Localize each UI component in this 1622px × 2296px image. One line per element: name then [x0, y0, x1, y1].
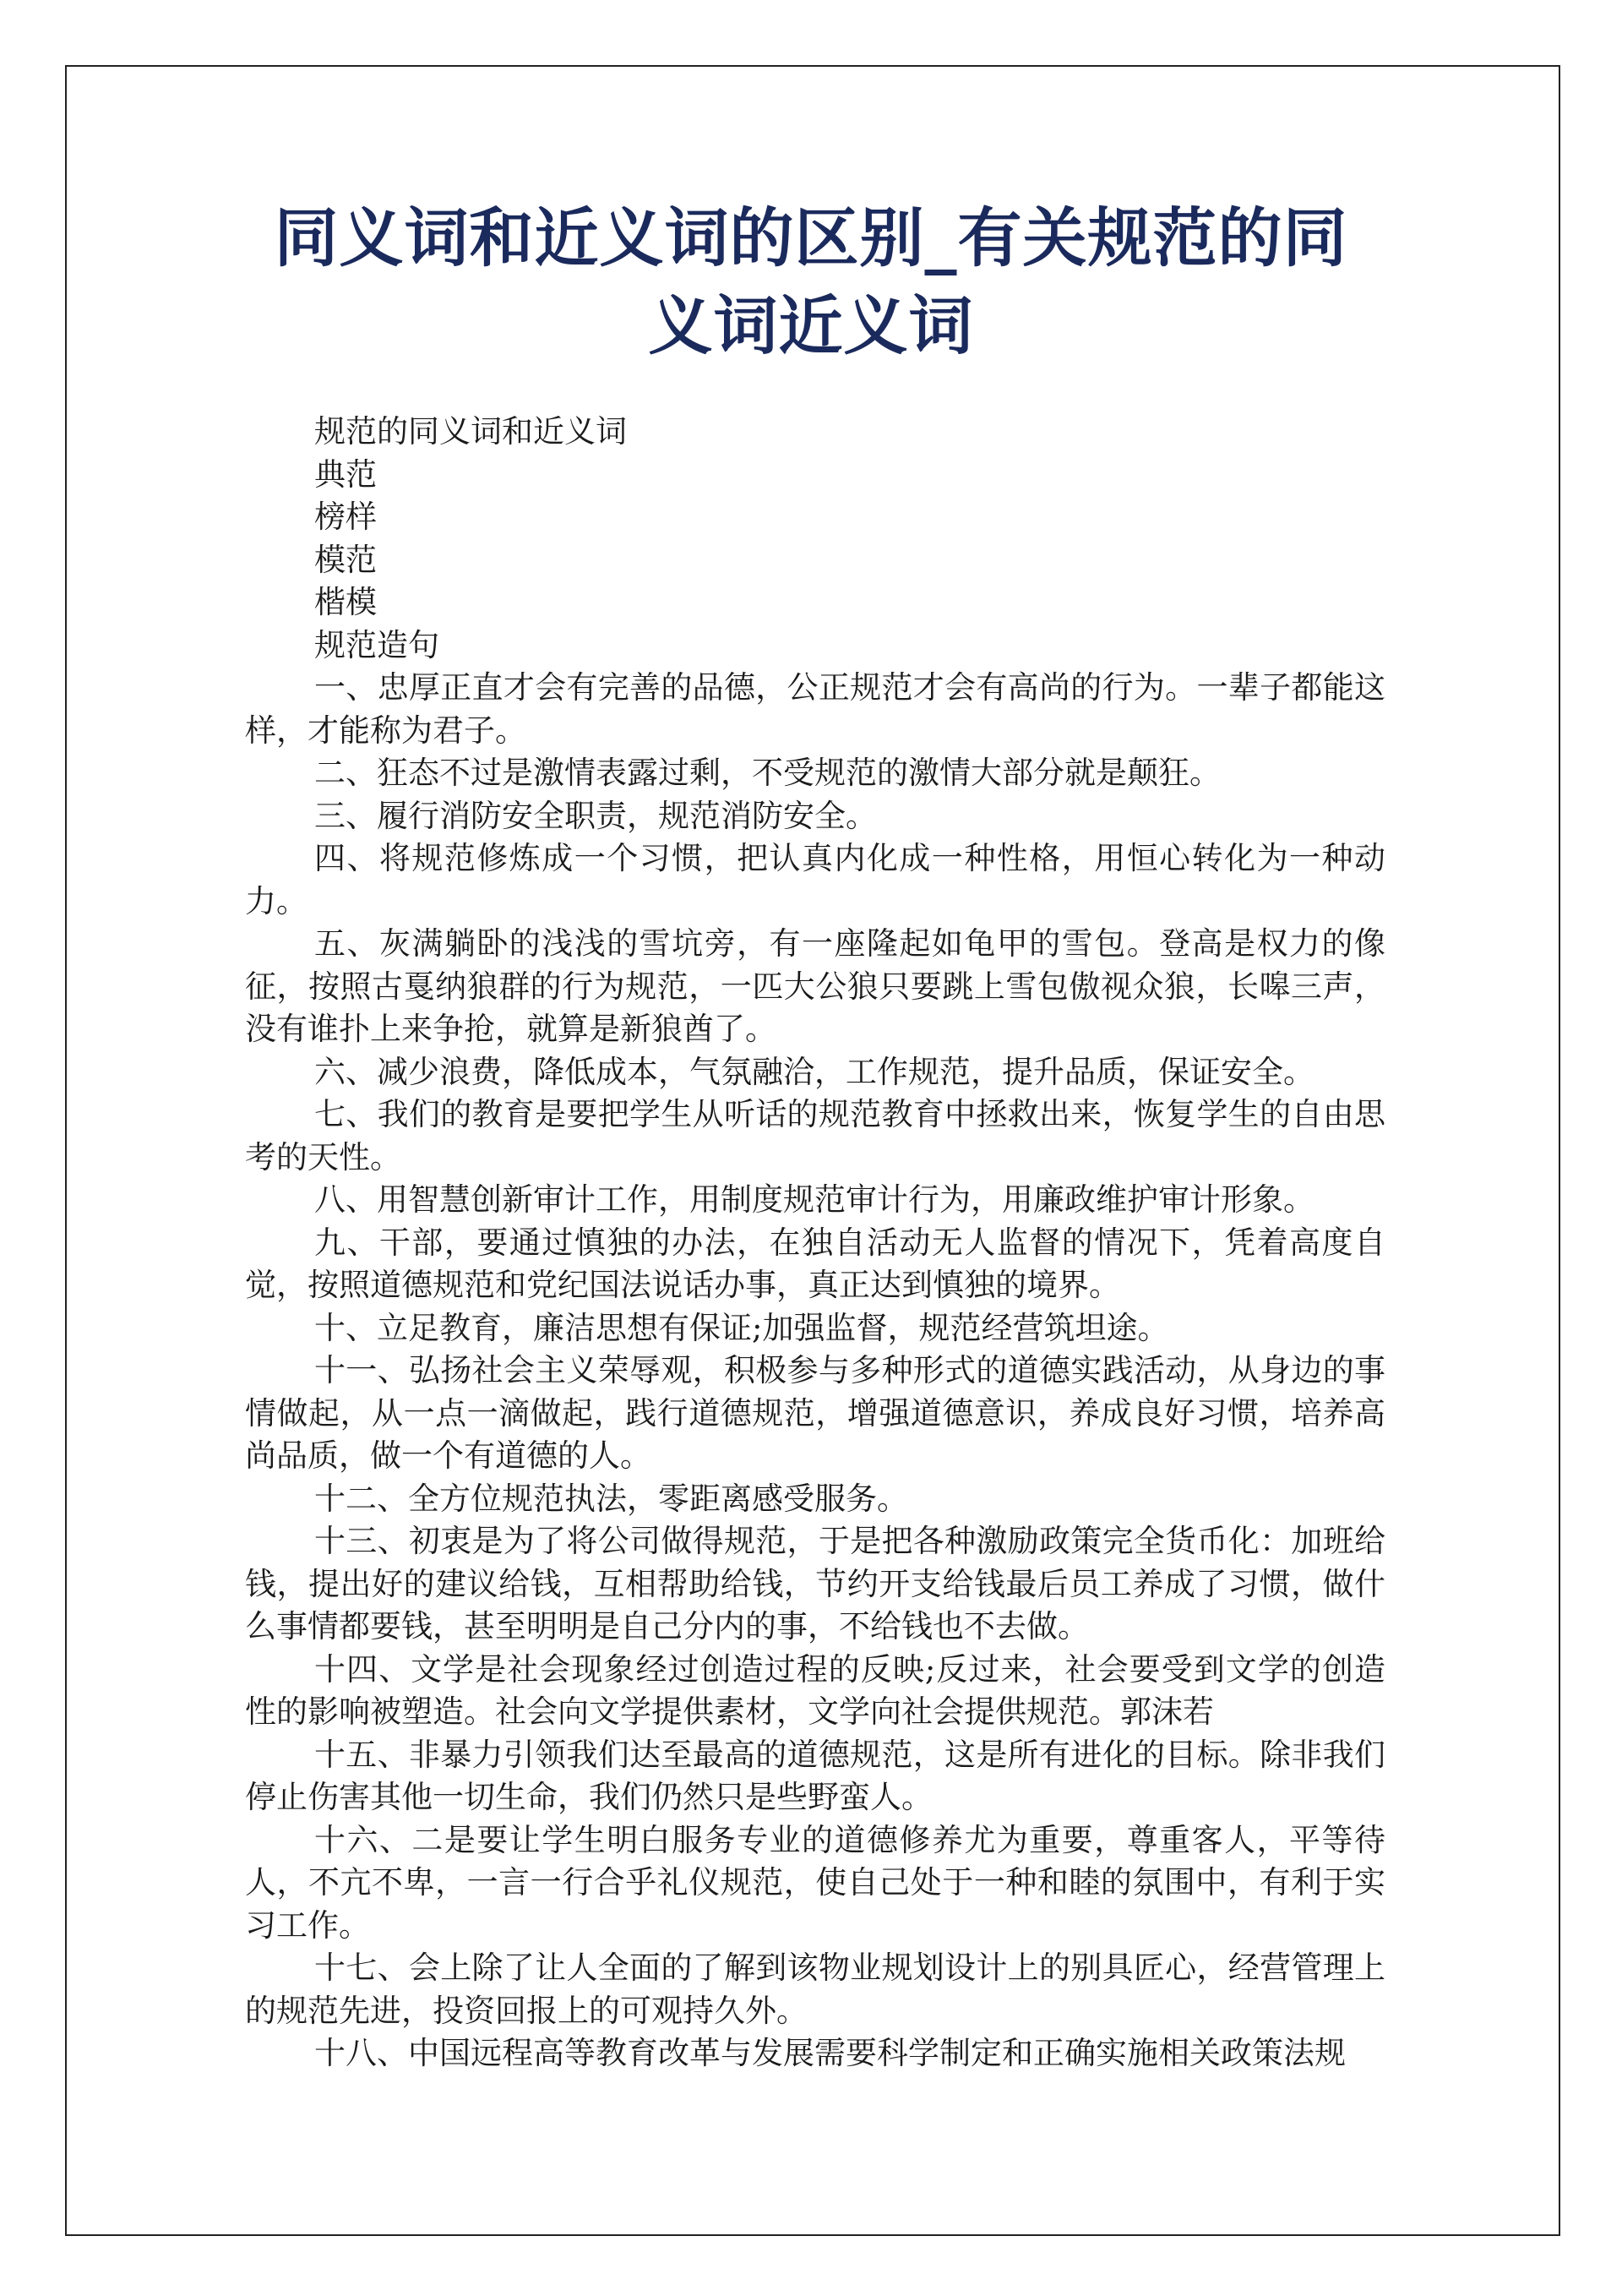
sentence-paragraph: 二、狂态不过是激情表露过剩，不受规范的激情大部分就是颠狂。 [314, 755, 1221, 791]
sentence-paragraph: 十八、中国远程高等教育改革与发展需要科学制定和正确实施相关政策法规 [314, 2035, 1346, 2071]
synonym-item: 楷模 [314, 584, 377, 620]
sentence-paragraph: 十二、全方位规范执法，零距离感受服务。 [314, 1480, 908, 1517]
document-body [245, 411, 1385, 2075]
sentence-paragraph: 十四、文学是社会现象经过创造过程的反映;反过来，社会要受到文学的创造性的影响被塑造。社会向文学提供素材，文学向社会提供规范。郭沫若 [245, 1650, 1385, 1730]
synonym-item: 典范 [314, 455, 377, 493]
title-line-1: 同义词和近义词的区别_有关规范的同 [274, 200, 1348, 275]
sentence-paragraph: 十五、非暴力引领我们达至最高的道德规范，这是所有进化的目标。除非我们停止伤害其他一切生命，我们仍然只是些野蛮人。 [245, 1736, 1385, 1815]
sentence-paragraph: 五、灰满躺卧的浅浅的雪坑旁，有一座隆起如龟甲的雪包。登高是权力的像征，按照古戛纳狼群的行为规范，一匹大公狼只要跳上雪包傲视众狼，长嗥三声，没有谁扑上来争抢，就算是新狼酋了。 [245, 925, 1385, 1047]
document-title [194, 194, 1428, 370]
intro-heading: 规范的同义词和近义词 [314, 413, 627, 450]
sentence-paragraph: 九、干部，要通过慎独的办法，在独自活动无人监督的情况下，凭着高度自觉，按照道德规范和党纪国法说话办事，真正达到慎独的境界。 [245, 1224, 1385, 1303]
sentence-paragraph: 十六、二是要让学生明白服务专业的道德修养尤为重要，尊重客人，平等待人，不亢不卑，一言一行合乎礼仪规范，使自己处于一种和睦的氛围中，有利于实习工作。 [245, 1821, 1385, 1944]
synonym-item: 榜样 [314, 499, 377, 535]
sentence-paragraph: 八、用智慧创新审计工作，用制度规范审计行为，用廉政维护审计形象。 [314, 1181, 1314, 1218]
sentence-paragraph: 十、立足教育，廉洁思想有保证;加强监督，规范经营筑坦途。 [314, 1309, 1169, 1346]
sentence-paragraph: 三、履行消防安全职责，规范消防安全。 [314, 797, 877, 834]
section-heading: 规范造句 [314, 626, 439, 663]
sentence-paragraph: 七、我们的教育是要把学生从听话的规范教育中拯救出来，恢复学生的自由思考的天性。 [245, 1096, 1385, 1175]
sentence-paragraph: 十七、会上除了让人全面的了解到该物业规划设计上的别具匠心，经营管理上的规范先进，投资回报上的可观持久外。 [245, 1950, 1385, 2029]
title-line-2: 义词近义词 [648, 288, 974, 363]
sentence-paragraph: 一、忠厚正直才会有完善的品德，公正规范才会有高尚的行为。一辈子都能这样，才能称为君子。 [245, 669, 1385, 749]
synonym-item: 模范 [314, 541, 377, 578]
sentence-paragraph: 六、减少浪费，降低成本，气氛融洽，工作规范，提升品质，保证安全。 [314, 1053, 1314, 1090]
sentence-paragraph: 十三、初衷是为了将公司做得规范，于是把各种激励政策完全货币化：加班给钱，提出好的建议给钱，互相帮助给钱，节约开支给钱最后员工养成了习惯，做什么事情都要钱，甚至明明是自己分内的事，不给钱也不去做。 [245, 1523, 1385, 1644]
sentence-paragraph: 十一、弘扬社会主义荣辱观，积极参与多种形式的道德实践活动，从身边的事情做起，从一点一滴做起，践行道德规范，增强道德意识，养成良好习惯，培养高尚品质，做一个有道德的人。 [245, 1352, 1385, 1474]
sentence-paragraph: 四、将规范修炼成一个习惯，把认真内化成一种性格，用恒心转化为一种动力。 [245, 840, 1385, 919]
